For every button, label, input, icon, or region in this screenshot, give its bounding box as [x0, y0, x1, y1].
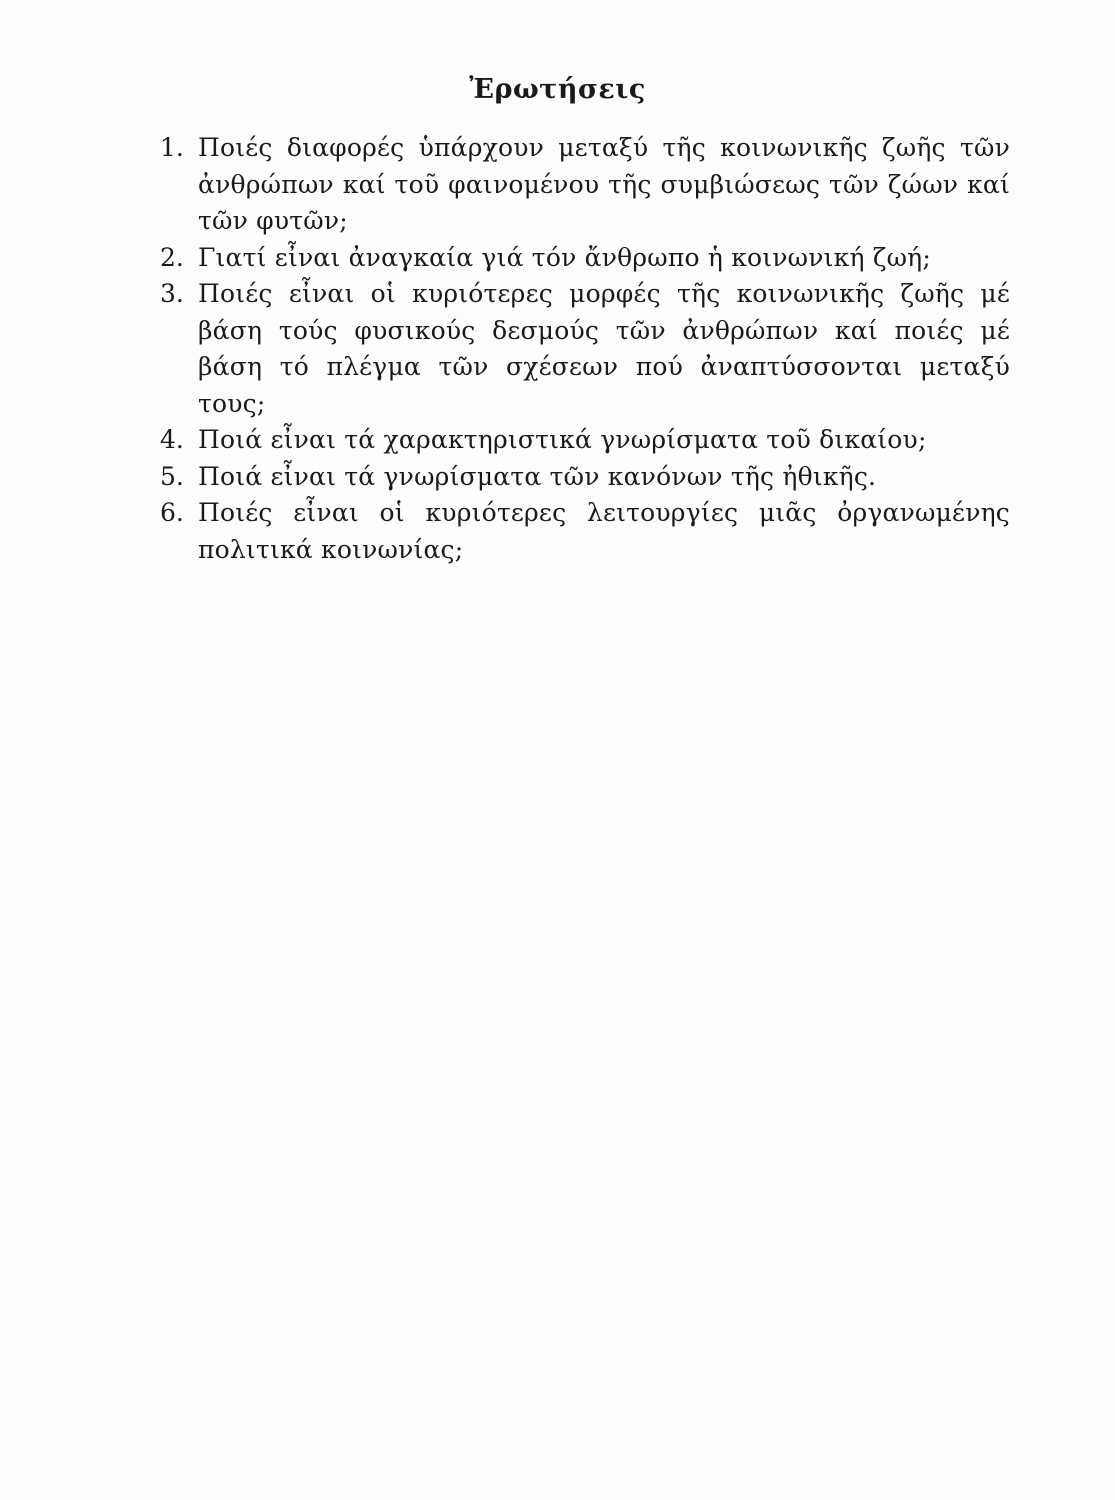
question-item: [160, 495, 1010, 568]
question-text: Ποιές εἶναι οἱ κυριότερες λειτουργίες μιᾶς ὀργανωμένης πολιτικά κοινωνίας;: [198, 498, 1010, 564]
question-item: [160, 276, 1010, 422]
question-item: [160, 422, 1010, 459]
questions-list: [160, 130, 1010, 568]
question-item: [160, 240, 1010, 277]
question-number: 2.: [160, 242, 184, 272]
question-text: Ποιές διαφορές ὑπάρχουν μεταξύ τῆς κοινωνικῆς ζωῆς τῶν ἀνθρώπων καί τοῦ φαινομένου τῆς συμβιώσεως τῶν ζώων καί τῶν φυτῶν;: [198, 133, 1010, 235]
question-text: Ποιά εἶναι τά χαρακτηριστικά γνωρίσματα τοῦ δικαίου;: [198, 425, 927, 454]
question-number: 5.: [160, 461, 184, 491]
question-item: [160, 130, 1010, 240]
question-number: 4.: [160, 425, 184, 454]
question-number: 6.: [160, 498, 184, 527]
question-item: [160, 459, 1010, 496]
question-text: Ποιές εἶναι οἱ κυριότερες μορφές τῆς κοινωνικῆς ζωῆς μέ βάση τούς φυσικούς δεσμούς τῶν ἀνθρώπων καί ποιές μέ βάση τό πλέγμα τῶν σχέσεων πού ἀναπτύσσονται μεταξύ τους;: [198, 279, 1010, 418]
question-number: 3.: [160, 279, 184, 308]
question-text: Γιατί εἶναι ἀναγκαία γιά τόν ἄνθρωπο ἡ κοινωνική ζωή;: [198, 242, 931, 272]
page-heading: Ἐρωτήσεις: [469, 74, 646, 105]
question-text: Ποιά εἶναι τά γνωρίσματα τῶν κανόνων τῆς ἠθικῆς.: [198, 461, 877, 491]
question-number: 1.: [160, 133, 184, 162]
